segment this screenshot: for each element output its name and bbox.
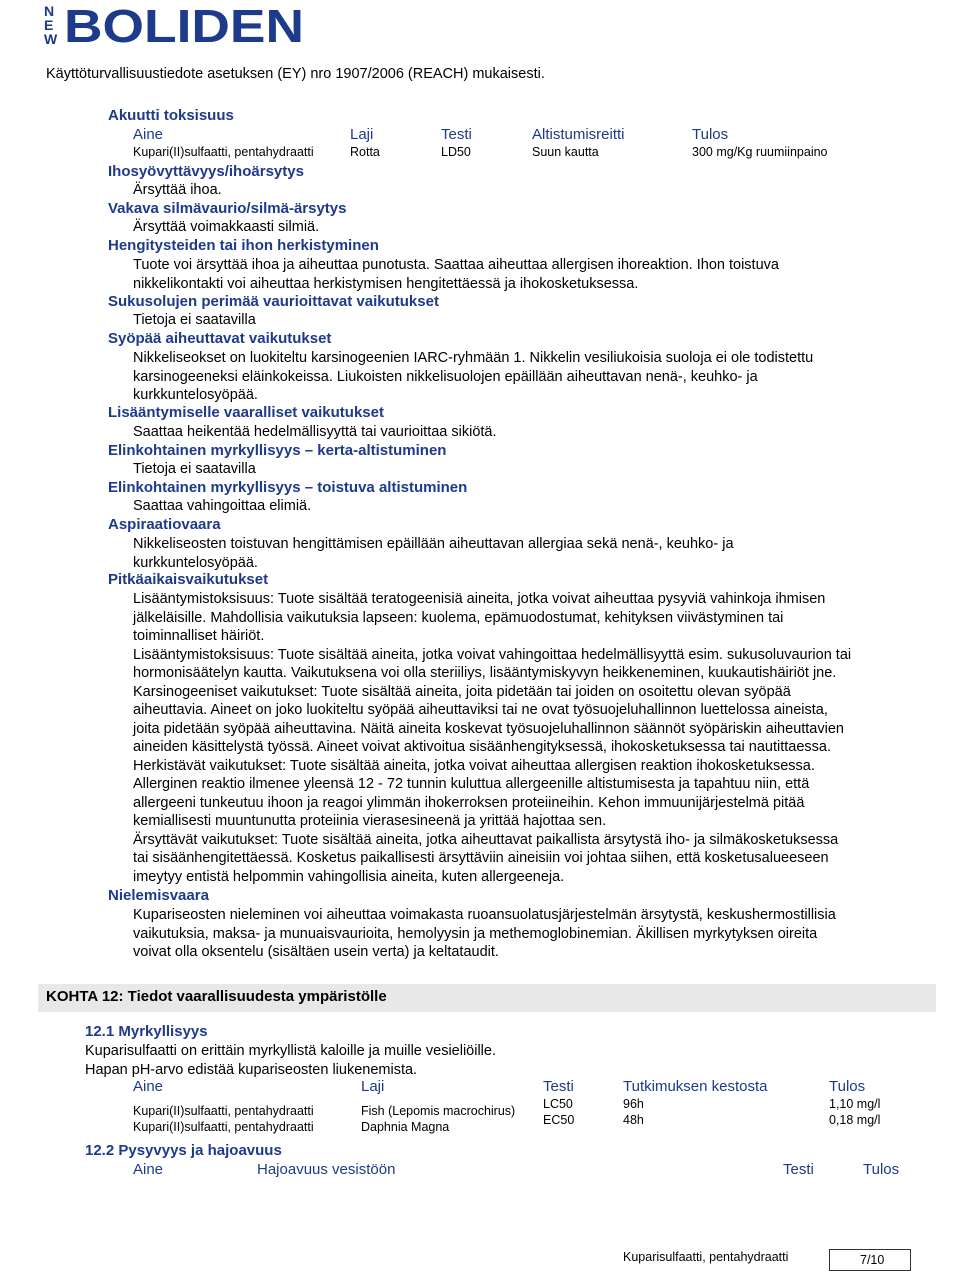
toxicity-title: 12.1 Myrkyllisyys [85,1023,208,1040]
tox-row1-substance: Kupari(II)sulfaatti, pentahydraatti [133,1104,314,1118]
stot-repeated-text: Saattaa vahingoittaa elimiä. [133,498,312,514]
acute-header-route: Altistumisreitti [532,126,625,143]
text-line: Kuparisulfaatti on erittäin myrkyllistä kaloille ja muille vesieliöille. [85,1043,496,1059]
logo-new-letter-w: W [44,31,58,46]
text-line: karsinogeeneksi eläinkokeissa. Liukoisten nikkelisuolojen epäillään aiheuttavan nenä-, keuhko- ja [133,368,758,385]
regulation-line: Käyttöturvallisuustiedote asetuksen (EY) nro 1907/2006 (REACH) mukaisesti. [46,66,545,82]
text-line: Lisääntymistoksisuus: Tuote sisältää teratogeenisiä aineita, jotka voivat aiheuttaa pysyviä vahinkoja ihmisen [133,591,826,607]
text-line: nikkelikontakti voi aiheuttaa herkistymisen hengitettäessä ja ihokosketuksessa. [133,275,639,292]
persistence-title: 12.2 Pysyvyys ja hajoavuus [85,1142,282,1159]
acute-cell-substance: Kupari(II)sulfaatti, pentahydraatti [133,145,314,159]
skin-irritation-title: Ihosyövyttävyys/ihoärsytys [108,163,304,180]
text-line: voivat olla oksentelu (sisältäen usein verta) ja keltataudit. [133,944,499,960]
carcinogenicity-title: Syöpää aiheuttavat vaikutukset [108,330,332,347]
acute-cell-route: Suun kautta [532,145,599,159]
acute-header-test: Testi [441,126,472,143]
persist-header-degradability: Hajoavuus vesistöön [257,1161,396,1178]
aspiration-text [133,535,734,572]
text-line: Nikkeliseosten toistuvan hengittämisen epäillään aiheuttavan allergiaa sekä nenä-, keuhko- ja [133,536,734,552]
skin-irritation-text: Ärsyttää ihoa. [133,182,222,198]
acute-header-result: Tulos [692,126,729,143]
text-line: Ärsyttävät vaikutukset: Tuote sisältää aineita, jotka aiheuttavat paikallista ärsytystä iho- ja silmäkosketuksessa [133,831,839,848]
stot-single-text: Tietoja ei saatavilla [133,461,256,477]
reproductive-toxicity-text: Saattaa heikentää hedelmällisyyttä tai vaurioittaa sikiötä. [133,424,497,440]
eye-damage-text: Ärsyttää voimakkaasti silmiä. [133,219,320,235]
tox-row2-result: 0,18 mg/l [829,1113,881,1127]
carcinogenicity-text [133,349,813,405]
acute-toxicity-title: Akuutti toksisuus [108,107,234,124]
text-line: tai sisäänhengitettäessä. Kosketus paikallisesti ärsyttäviin aineisiin voi johtaa siihen, että kosketusalueeseen [133,850,829,866]
tox-header-species: Laji [361,1078,385,1095]
persist-header-substance: Aine [133,1161,164,1178]
tox-row1-test: LC50 [543,1097,573,1111]
text-line: jälkeläisille. Mahdollisia vaikutuksia lapseen: kuolema, epämuodostumat, kehityksen viivästyminen tai [133,609,784,626]
tox-row2-species: Daphnia Magna [361,1120,450,1134]
tox-row1-result: 1,10 mg/l [829,1097,881,1111]
toxicity-text [85,1042,496,1079]
persist-header-result: Tulos [863,1161,900,1178]
boliden-logo [44,2,309,51]
persist-header-test: Testi [783,1161,814,1178]
acute-header-substance: Aine [133,126,164,143]
text-line: Hapan pH-arvo edistää kupariseosten liukenemista. [85,1061,418,1078]
text-line: Allerginen reaktio ilmenee yleensä 12 - 72 tunnin kuluttua allergeenille altistumisesta ja tapahtuu niin, että [133,776,810,792]
text-line: hormonisäätelyn kautta. Vaikutuksena voi olla steriiliys, lisääntymiskyvyn heikkeneminen, kuukautishäiriöt jne. [133,665,837,681]
tox-row1-species: Fish (Lepomis macrochirus) [361,1104,516,1118]
eye-damage-title: Vakava silmävaurio/silmä-ärsytys [108,200,347,217]
acute-cell-species: Rotta [350,145,380,159]
long-term-title: Pitkäaikaisvaikutukset [108,571,269,588]
acute-cell-test: LD50 [441,145,471,159]
germ-cell-title: Sukusolujen perimää vaurioittavat vaikutukset [108,293,439,310]
text-line: kurkkuntelosyöpää. [133,387,258,403]
tox-header-substance: Aine [133,1078,164,1095]
logo-new-letter-n: N [44,3,55,19]
text-line: Kupariseosten nieleminen voi aiheuttaa voimakasta ruoansuolatusjärjestelmän ärsytystä, keskushermostillisia [133,907,836,923]
sensitisation-title: Hengitysteiden tai ihon herkistyminen [108,237,379,254]
tox-header-test: Testi [543,1078,574,1095]
text-line: toiminnalliset häiriöt. [133,628,265,644]
long-term-text [133,590,851,886]
text-line: aiheuttavia. Aineet on joko luokiteltu syöpää aiheuttaviksi tai ne ovat työsuojeluhallinnon luettelossa aineista, [133,702,828,718]
text-line: Tuote voi ärsyttää ihoa ja aiheuttaa punotusta. Saattaa aiheuttaa allergisen ihoreaktion. Ihon toistuva [133,257,779,273]
page-number: 7/10 [860,1253,885,1267]
text-line: kemiallisesti muuntunutta proteiinia vierasesineenä ja yrittää hajottaa sen. [133,813,607,829]
text-line: allergeeni tunkeutuu ihoon ja reagoi ylimmän ihokerroksen proteiineihin. Kehon immuunijärjestelmä pitää [133,794,805,811]
logo-new-letter-e: E [44,17,54,33]
tox-row2-substance: Kupari(II)sulfaatti, pentahydraatti [133,1120,314,1134]
text-line: vaikutuksia, maksa- ja munuaisvaurioita, hemolyysin ja methemoglobinemian. Äkillisen myrkytyksen oireita [133,925,818,942]
text-line: imeytyy entistä helpommin vahingollisia aineita, kuten allergeeneja. [133,868,565,885]
acute-header-species: Laji [350,126,374,143]
tox-row1-duration: 96h [623,1097,644,1111]
ingestion-text [133,906,836,962]
section-12-title: KOHTA 12: Tiedot vaarallisuudesta ympäristölle [46,988,387,1005]
reproductive-toxicity-title: Lisääntymiselle vaaralliset vaikutukset [108,404,384,421]
sensitisation-text [133,256,779,293]
text-line: Herkistävät vaikutukset: Tuote sisältää aineita, jotka voivat aiheuttaa allergisen reaktion ihokosketuksessa. [133,757,815,774]
footer-product: Kuparisulfaatti, pentahydraatti [623,1250,789,1264]
text-line: aineiden käsittelystä työssä. Aineet voivat aktivoitua sisäänhengityksessä, ihokosketuksessa tai nautittaessa. [133,739,832,755]
text-line: joita pidetään syöpää aiheuttavina. Näitä aineita koskevat työsuojeluhallinnon säännöt syöpäriskin aiheuttavien [133,720,844,737]
acute-cell-result: 300 mg/Kg ruumiinpaino [692,145,828,159]
stot-repeated-title: Elinkohtainen myrkyllisyys – toistuva altistuminen [108,479,468,496]
aspiration-title: Aspiraatiovaara [108,516,221,533]
text-line: Karsinogeeniset vaikutukset: Tuote sisältää aineita, joita pidetään tai joiden on osoitettu olevan syöpää [133,683,791,700]
tox-header-duration: Tutkimuksen kestosta [623,1078,768,1095]
logo-brand-text: BOLIDEN [64,2,304,46]
germ-cell-text: Tietoja ei saatavilla [133,312,256,328]
stot-single-title: Elinkohtainen myrkyllisyys – kerta-altistuminen [108,442,447,459]
text-line: Nikkeliseokset on luokiteltu karsinogeenien IARC-ryhmään 1. Nikkelin vesiliukoisia suoloja ei ole todistettu [133,350,814,366]
ingestion-title: Nielemisvaara [108,887,209,904]
text-line: Lisääntymistoksisuus: Tuote sisältää aineita, jotka voivat vahingoittaa hedelmällisyyttä esim. sukusoluvaurion tai [133,646,852,663]
tox-header-result: Tulos [829,1078,866,1095]
tox-row2-duration: 48h [623,1113,644,1127]
text-line: kurkkuntelosyöpää. [133,554,258,571]
tox-row2-test: EC50 [543,1113,575,1127]
